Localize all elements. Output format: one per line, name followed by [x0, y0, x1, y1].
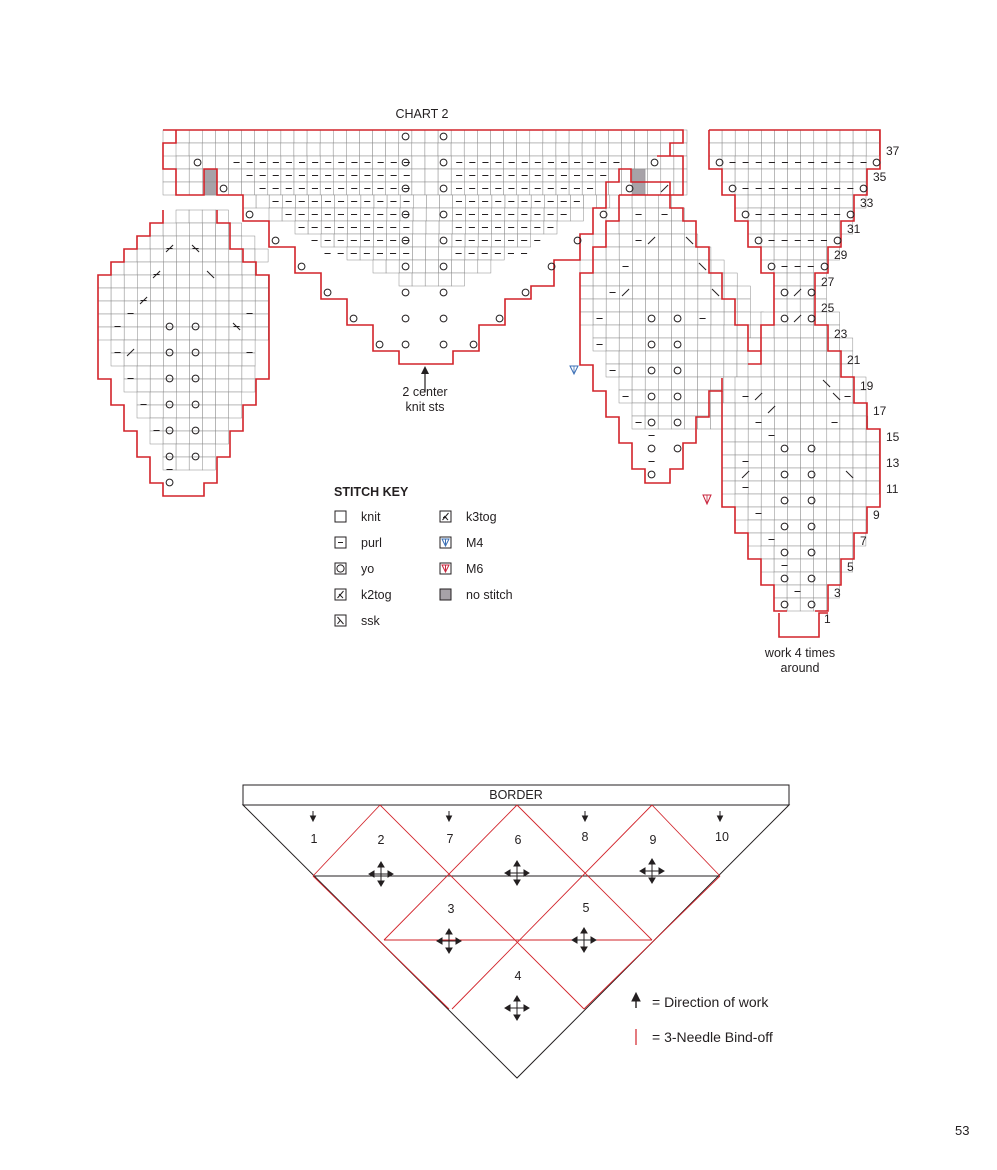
- section-label: 5: [582, 901, 590, 915]
- row-number: 21: [847, 353, 861, 367]
- four-way-arrow-icon: [369, 862, 393, 886]
- legend-direction-arrow-icon: [632, 993, 640, 1008]
- key-label-m4: M4: [466, 536, 484, 550]
- key-label-knit: knit: [361, 510, 381, 524]
- row-number: 7: [860, 534, 867, 548]
- page-number: 53: [955, 1123, 970, 1138]
- repeat-note-line-2: around: [780, 661, 820, 675]
- four-way-arrow-icon: [572, 928, 596, 952]
- row-number: 15: [886, 430, 900, 444]
- four-way-arrow-icons: [369, 859, 664, 1020]
- key-label-yo: yo: [361, 562, 375, 576]
- border-label: BORDER: [489, 788, 543, 802]
- section-label: 1: [310, 832, 318, 846]
- row-number: 17: [873, 404, 887, 418]
- row-number: 3: [834, 586, 841, 600]
- repeat-note-line-1: work 4 times: [764, 646, 836, 660]
- row-number: 1: [824, 612, 831, 626]
- chart-title: CHART 2: [395, 107, 449, 121]
- row-number: 19: [860, 379, 874, 393]
- section-label: 10: [715, 830, 729, 844]
- row-number: 11: [886, 482, 899, 496]
- legend-direction-text: = Direction of work: [652, 994, 769, 1010]
- center-note-line-2: knit sts: [405, 400, 445, 414]
- row-number: 37: [886, 144, 900, 158]
- row-number: 31: [847, 222, 861, 236]
- section-label: 3: [447, 902, 455, 916]
- section-label: 7: [446, 832, 454, 846]
- center-note-line-1: 2 center: [402, 385, 448, 399]
- down-arrows: [311, 811, 723, 821]
- row-number: 35: [873, 170, 887, 184]
- section-label: 4: [514, 969, 522, 983]
- stitch-key-title: STITCH KEY: [334, 485, 409, 499]
- key-label-k2tog: k2tog: [361, 588, 392, 602]
- row-number: 13: [886, 456, 900, 470]
- key-label-purl: purl: [361, 536, 382, 550]
- four-way-arrow-icon: [505, 861, 529, 885]
- row-number: 25: [821, 301, 835, 315]
- key-label-m6: M6: [466, 562, 484, 576]
- row-number: 27: [821, 275, 835, 289]
- section-label: 9: [649, 833, 657, 847]
- row-number: 23: [834, 327, 848, 341]
- section-label: 6: [514, 833, 522, 847]
- four-way-arrow-icon: [640, 859, 664, 883]
- key-label-k3tog: k3tog: [466, 510, 497, 524]
- section-label: 8: [581, 830, 589, 844]
- row-number: 33: [860, 196, 874, 210]
- legend-bindoff-text: = 3-Needle Bind-off: [652, 1029, 773, 1045]
- row-number: 5: [847, 560, 854, 574]
- key-label-no-stitch: no stitch: [466, 588, 513, 602]
- four-way-arrow-icon: [437, 929, 461, 953]
- row-number: 29: [834, 248, 848, 262]
- row-number: 9: [873, 508, 880, 522]
- section-label: 2: [377, 833, 385, 847]
- key-label-ssk: ssk: [361, 614, 380, 628]
- four-way-arrow-icon: [505, 996, 529, 1020]
